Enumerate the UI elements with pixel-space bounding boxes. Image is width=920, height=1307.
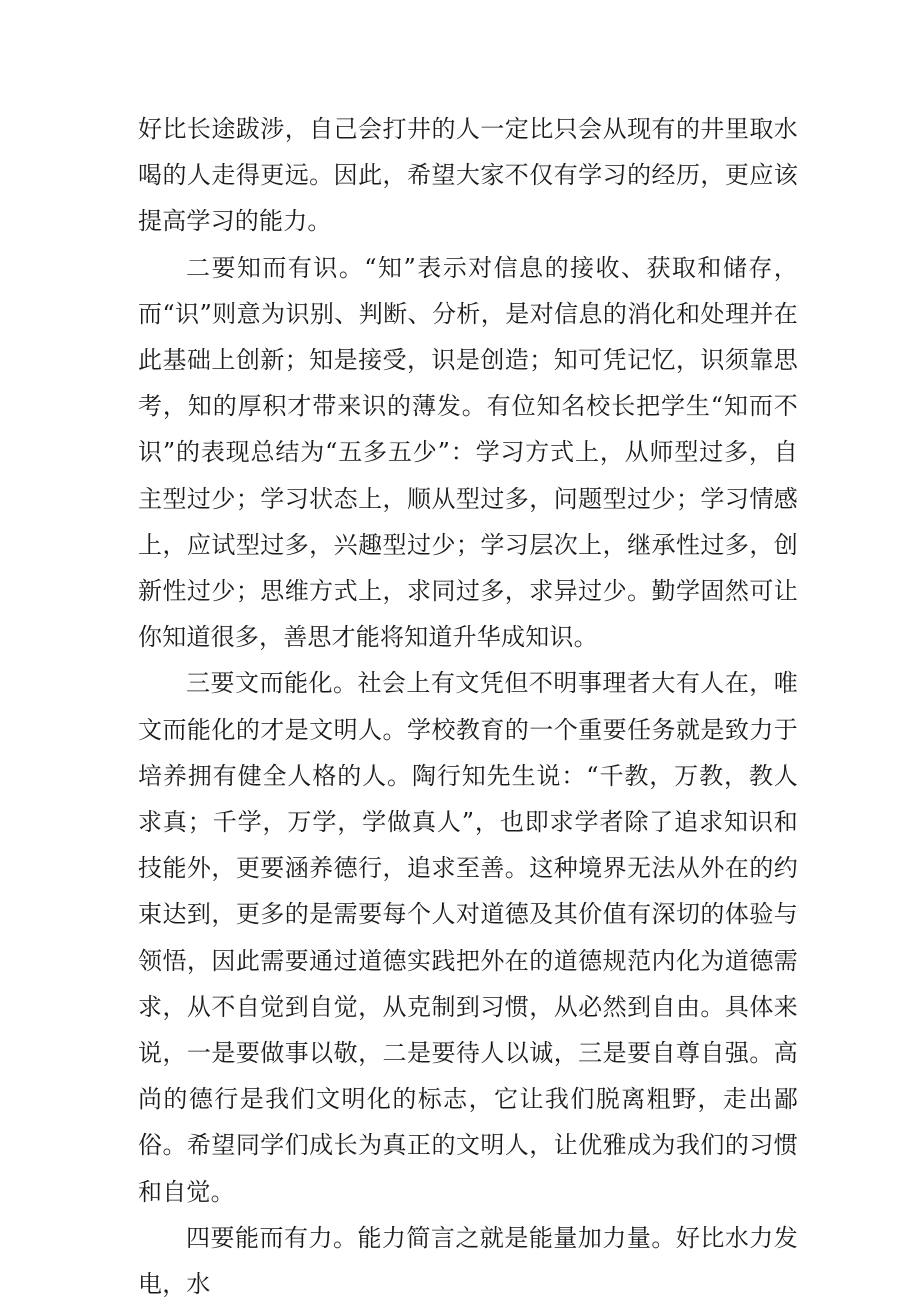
- paragraph-ability: 四要能而有力。能力简言之就是能量加力量。好比水力发电，水: [138, 1223, 798, 1299]
- paragraph-culture: 三要文而能化。社会上有文凭但不明事理者大有人在，唯文而能化的才是文明人。学校教育的一个重要任务就是致力于培养拥有健全人格的人。陶行知先生说：“千教，万教，教人求真；千学，万学，学做真人”，也即求学者除了追求知识和技能外，更要涵养德行，追求至善。这种境界无法从外在的约束达到，更多的是需要每个人对道德及其价值有深切的体验与领悟，因此需要通过道德实践把外在的道德规范内化为道德需求，从不自觉到自觉，从克制到习惯，从必然到自由。具体来说，一是要做事以敬，二是要待人以诚，三是要自尊自强。高尚的德行是我们文明化的标志，它让我们脱离粗野，走出鄙俗。希望同学们成长为真正的文明人，让优雅成为我们的习惯和自觉。: [138, 669, 798, 1206]
- paragraph-knowledge: 二要知而有识。“知”表示对信息的接收、获取和储存，而“识”则意为识别、判断、分析，是对信息的消化和处理并在此基础上创新；知是接受，识是创造；知可凭记忆，识须靠思考，知的厚积才带来识的薄发。有位知名校长把学生“知而不识”的表现总结为“五多五少”：学习方式上，从师型过多，自主型过少；学习状态上，顺从型过多，问题型过少；学习情感上，应试型过多，兴趣型过少；学习层次上，继承性过多，创新性过少；思维方式上，求同过多，求异过少。勤学固然可让你知道很多，善思才能将知道升华成知识。: [138, 253, 798, 652]
- paragraph-continuation: 好比长途跋涉，自己会打井的人一定比只会从现有的井里取水喝的人走得更远。因此，希望大家不仅有学习的经历，更应该提高学习的能力。: [138, 115, 798, 236]
- body-text: [138, 106, 798, 1307]
